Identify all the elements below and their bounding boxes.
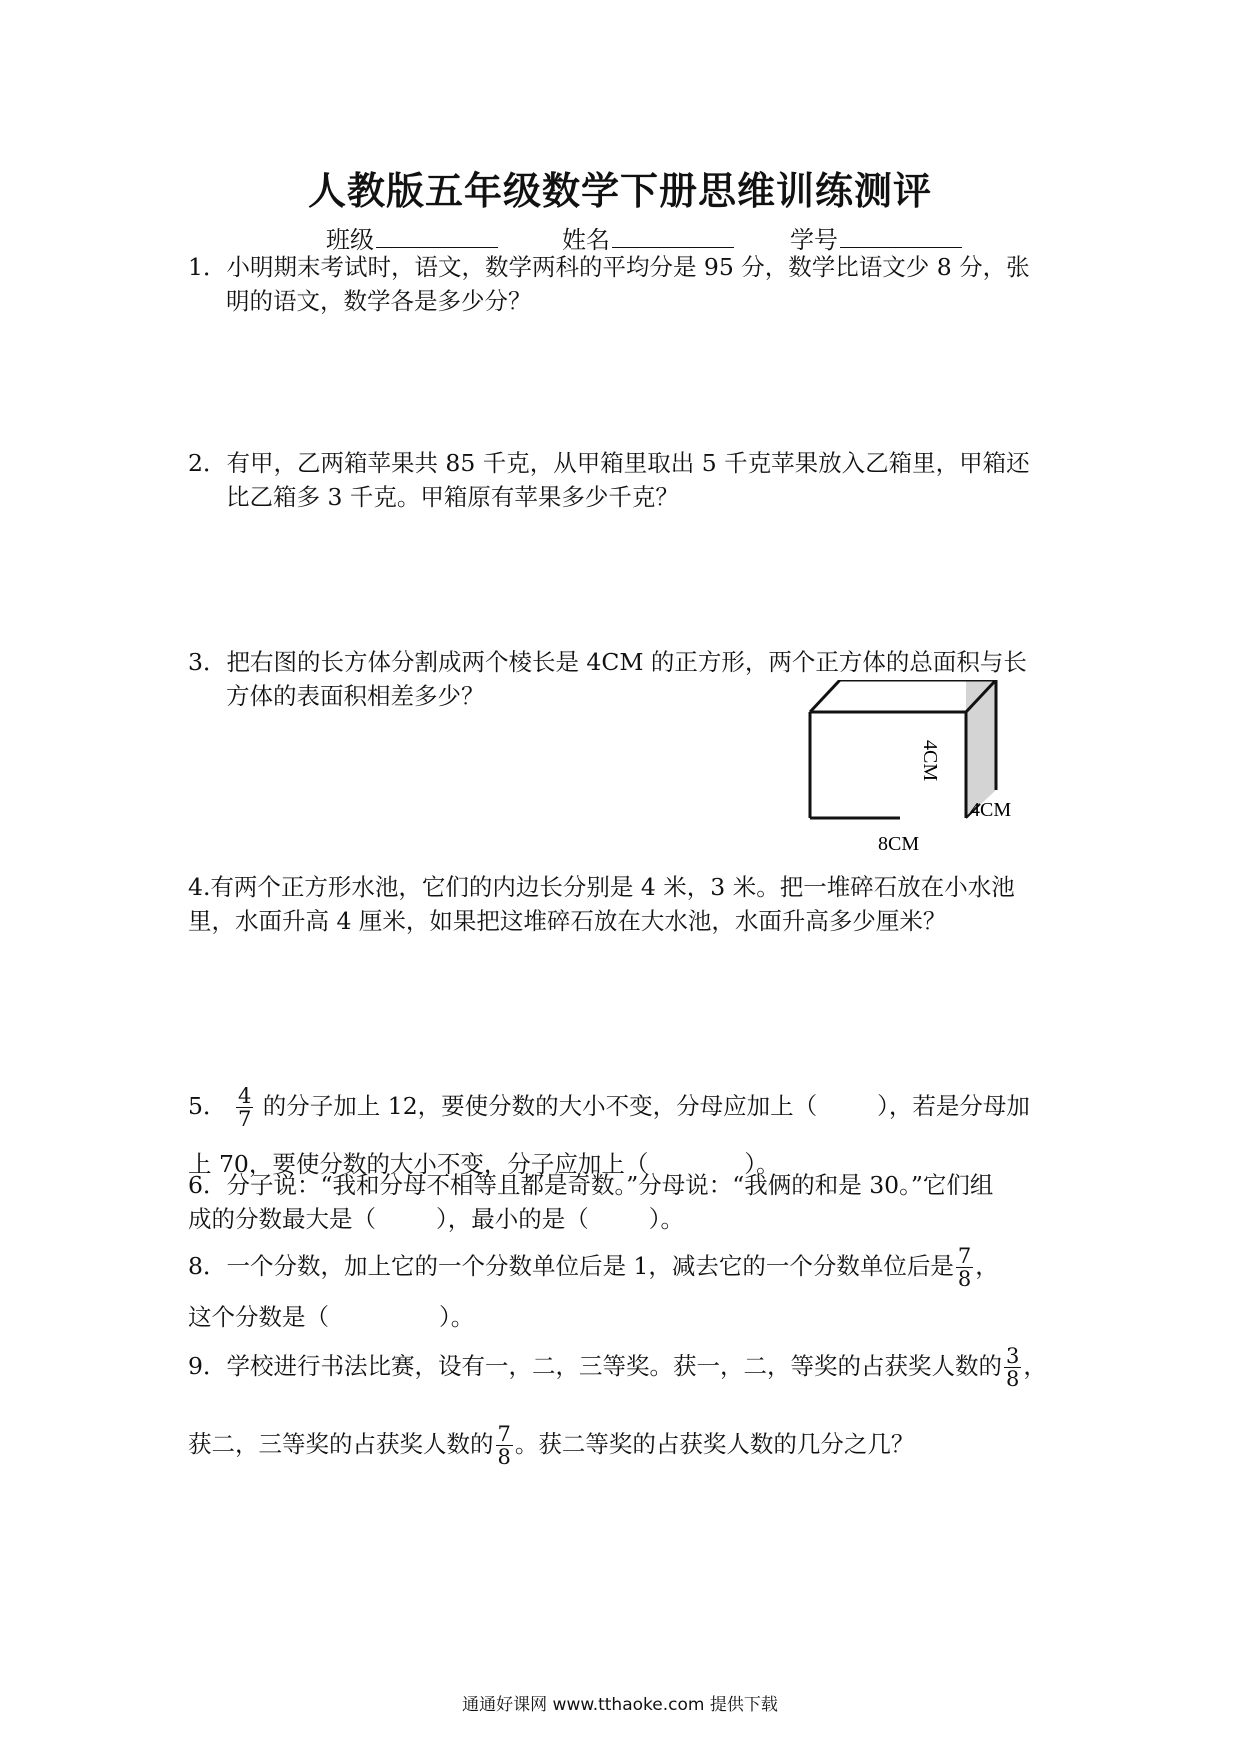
footer-credit: 通通好课网 www.tthaoke.com 提供下载 xyxy=(462,1695,778,1715)
question-text: ），若是分母加 xyxy=(877,1092,1030,1120)
question-text: 成的分数最大是（ xyxy=(188,1205,376,1233)
student-id-label: 学号 xyxy=(790,226,838,254)
question-9: 9．学校进行书法比赛，设有一，二，三等奖。获一，二，等奖的占获奖人数的 $\frac{3}{8}$ ， 获二，三等奖的占获奖人数的 $\frac{7}{8}$ 。获二等奖的占获奖人数的几分之几？ xyxy=(188,1344,1047,1469)
fraction-3-8: $\frac{3}{8}$ xyxy=(1005,1344,1020,1391)
question-number: 1． xyxy=(188,253,227,281)
question-text: 把右图的长方体分割成两个棱长是 4CM 的正方形，两个正方体的总面积与长 xyxy=(226,648,1027,676)
question-2 xyxy=(188,446,1068,514)
question-text: 明的语文，数学各是多少分？ xyxy=(226,287,532,315)
question-number: 5． xyxy=(188,1092,227,1120)
name-label: 姓名 xyxy=(562,226,610,254)
question-text: 比乙箱多 3 千克。甲箱原有苹果多少千克？ xyxy=(226,483,679,511)
question-1 xyxy=(188,250,1068,318)
question-text: ）。 xyxy=(648,1205,684,1233)
question-text: 里，水面升高 4 厘米，如果把这堆碎石放在大水池，水面升高多少厘米？ xyxy=(188,907,947,935)
question-text: ）。 xyxy=(744,1150,780,1178)
question-text: 9．学校进行书法比赛，设有一，二，三等奖。获一，二，等奖的占获奖人数的 xyxy=(188,1352,1002,1380)
question-text: 获二，三等奖的占获奖人数的 xyxy=(188,1430,494,1458)
name-blank xyxy=(612,225,734,248)
fraction-4-7: $\frac{4}{7}$ xyxy=(237,1084,252,1131)
question-number: 2． xyxy=(188,449,227,477)
cuboid-diagram xyxy=(800,680,1040,860)
question-text: 8．一个分数，加上它的一个分数单位后是 1，减去它的一个分数单位后是 xyxy=(188,1252,954,1280)
fraction-7-8: $\frac{7}{8}$ xyxy=(497,1422,511,1469)
question-text: 小明期末考试时，语文，数学两科的平均分是 95 分，数学比语文少 8 分，张 xyxy=(226,253,1030,281)
student-id-blank xyxy=(840,225,962,248)
question-text: ），最小的是（ xyxy=(436,1205,589,1233)
question-text: 的分子加上 12，要使分数的大小不变，分母应加上（ xyxy=(262,1092,818,1120)
question-text: 上 70，要使分数的大小不变，分子应加上（ xyxy=(188,1150,649,1178)
page-title: 人教版五年级数学下册思维训练测评 xyxy=(307,169,932,213)
question-4 xyxy=(188,870,1068,938)
height-label: 4CM xyxy=(919,740,941,782)
fraction-7-8: $\frac{7}{8}$ xyxy=(957,1244,972,1291)
question-number: 3． xyxy=(188,648,227,676)
question-text: 4.有两个正方形水池，它们的内边长分别是 4 米，3 米。把一堆碎石放在小水池 xyxy=(188,873,1015,901)
question-text: 。获二等奖的占获奖人数的几分之几？ xyxy=(514,1430,915,1458)
question-6 xyxy=(188,1168,1068,1236)
class-blank xyxy=(376,225,498,248)
question-text: 方体的表面积相差多少？ xyxy=(226,682,485,710)
question-text: ）。 xyxy=(439,1303,475,1331)
depth-label: 4CM xyxy=(970,799,1012,821)
question-5 xyxy=(188,1078,1068,1176)
question-text: 有甲，乙两箱苹果共 85 千克，从甲箱里取出 5 千克苹果放入乙箱里，甲箱还 xyxy=(226,449,1030,477)
length-label: 8CM xyxy=(878,833,920,855)
class-label: 班级 xyxy=(326,226,374,254)
cuboid-figure xyxy=(800,680,1040,864)
question-text: 6．分子说：“我和分母不相等且都是奇数。”分母说：“我俩的和是 30。”它们组 xyxy=(188,1171,994,1199)
cuboid-side-shade xyxy=(966,680,996,818)
question-8: 8．一个分数，加上它的一个分数单位后是 1，减去它的一个分数单位后是 $\frac{7}{8}$ ， 这个分数是（ ）。 xyxy=(188,1244,999,1331)
question-text: 这个分数是（ xyxy=(188,1303,329,1331)
